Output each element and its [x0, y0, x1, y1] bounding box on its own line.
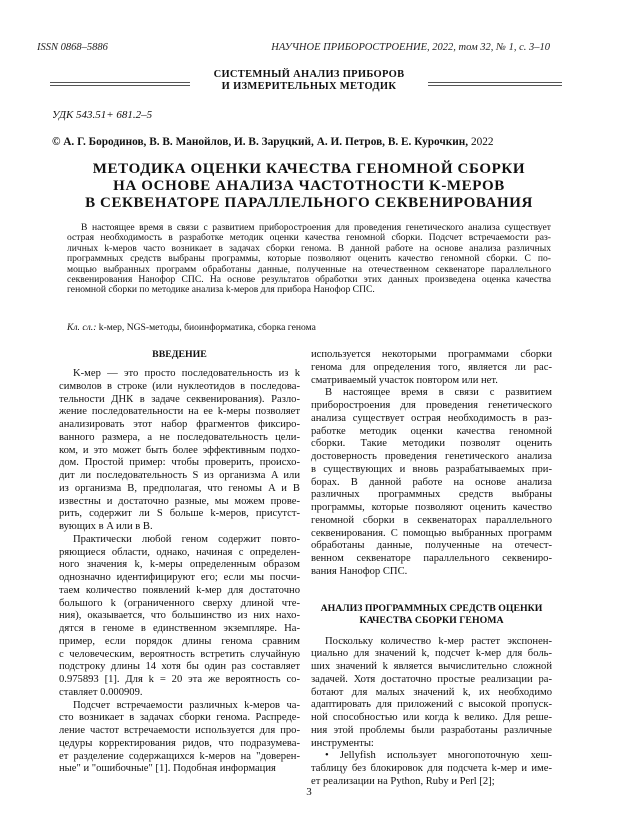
text-line: секвенирования. С помощью выбранных программ	[311, 527, 552, 539]
text-line: мощью выбранных программ обработаны данные, полученные на отечественном секвенаторе параллельного	[67, 264, 551, 275]
text-line: ет разделение содержащихся k-меров на "доверен-	[59, 750, 300, 762]
text-line: жение последовательности на ее k-меры позволяет	[59, 406, 300, 418]
text-line: генома для определения того, является ли рас-	[311, 361, 552, 373]
authors	[52, 136, 494, 148]
text-line: циально для значений k, подсчет k-мер для боль-	[311, 648, 552, 660]
text-line: пример, если порядок длины генома сравним	[59, 635, 300, 647]
text-line: из организма B, предполагая, что геномы A и B	[59, 482, 300, 494]
text-line: ботают для малых значений k, их необходимо	[311, 686, 552, 698]
text-line: используется некоторыми программами сборки	[311, 349, 552, 360]
text-line: сборки. Такие методики позволят оценить	[311, 438, 552, 450]
text-line: ния этой проблемы были разработаны различные	[311, 724, 552, 736]
text-line: ния), оказывается, что большинство из них нахо-	[59, 610, 300, 622]
text-line: острая необходимость в разработке методик оценки качества геномной сборки. Подсчет встречаемости раз-	[67, 233, 551, 244]
text-line: сматриваемый участок повтором или нет.	[311, 374, 498, 386]
text-line: обработаны данные, полученные на отечест-	[311, 540, 552, 552]
heading-line: АНАЛИЗ ПРОГРАММНЫХ СРЕДСТВ ОЦЕНКИ	[320, 602, 543, 614]
text-line: Практически любой геном содержит повто-	[73, 533, 300, 545]
text-line: адаптировать для приложений с высокой пропуск-	[311, 699, 552, 711]
text-line: достоверность проведения генетического анализа	[311, 451, 552, 462]
text-line: тельности ДНК в задаче секвенирования). Разло-	[59, 393, 300, 405]
left-column	[59, 349, 300, 776]
year: 2022	[468, 136, 494, 148]
text-line: ших значений k является вычислительно сложной	[311, 661, 552, 672]
text-line: ной способностью или когда k велико. Для реше-	[311, 712, 552, 723]
text-line: сто возникает в задачах сборки генома. Распреде-	[59, 712, 300, 724]
heading-line: КАЧЕСТВА СБОРКИ ГЕНОМА	[359, 614, 504, 626]
right-column	[311, 349, 552, 789]
text-line: различных программных средств выбраны	[311, 489, 552, 501]
section-heading	[0, 69, 618, 93]
text-line: задачей. Хотя достаточно простые реализации ра-	[311, 673, 552, 685]
text-line: ставляет 0.000909.	[59, 686, 143, 698]
keywords	[67, 322, 316, 333]
text-line: анализировать этот набор фрагментов фиксиро-	[59, 419, 300, 430]
text-line: секвенирования Нанофор СПС. На основе результатов обработки этих данных произведена оценка качества	[67, 275, 551, 286]
text-line: рить, содержит ли S больше k-меров, присутст-	[59, 508, 300, 520]
section-line: И ИЗМЕРИТЕЛЬНЫХ МЕТОДИК	[221, 81, 397, 92]
text-line: подстроку длины 14 хотя бы один раз составляет	[59, 661, 300, 673]
abstract	[67, 223, 551, 296]
paragraph	[59, 534, 300, 700]
text-line: Поскольку количество k-мер растет экспонен-	[325, 635, 552, 647]
text-line: личных k-меров часто возникает в задачах сборки генома. В данной работе на основе анализа различных	[67, 243, 551, 254]
text-line: вания Нанофор СПС.	[311, 565, 408, 577]
udk: УДК 543.51+ 681.2–5	[52, 109, 153, 121]
author-names: © А. Г. Бородинов, В. В. Манойлов, И. В. Заруцкий, А. И. Петров, В. Е. Курочкин,	[52, 136, 469, 148]
section-heading-analysis	[311, 603, 552, 627]
text-line: борах. В данной работе на основе анализа	[311, 476, 552, 488]
text-line: ные" и "ошибочные" [1]. Подобная информация	[59, 763, 276, 775]
text-line: символов в строке (или нуклеотидов в последова-	[59, 380, 300, 392]
paragraph	[59, 368, 300, 534]
text-line: Подсчет встречаемости различных k-меров ча-	[73, 699, 300, 711]
title-line: МЕТОДИКА ОЦЕНКИ КАЧЕСТВА ГЕНОМНОЙ СБОРКИ	[92, 161, 526, 177]
text-line: таем количество появлений k-мер для достаточно	[59, 584, 300, 596]
text-line: ление частот встречаемости используется для про-	[59, 725, 300, 736]
text-line: инструменты:	[311, 737, 374, 749]
text-line: цедуры корректирования ри́дов, что подразумева-	[59, 737, 300, 749]
text-line: вующих в A или в B.	[59, 521, 153, 532]
page-number: 3	[306, 786, 312, 798]
text-line: программы, которые позволяют оценить качество	[311, 502, 552, 513]
text-line: дит ли последовательность S из организма A или	[59, 470, 300, 481]
section-line: СИСТЕМНЫЙ АНАЛИЗ ПРИБОРОВ	[213, 69, 405, 80]
text-line: ет реализации на Python, Ruby и Perl [2];	[311, 775, 495, 787]
text-line: ряющиеся области, однако, начиная с определен-	[59, 546, 300, 558]
title-line: В СЕКВЕНАТОРЕ ПАРАЛЛЕЛЬНОГО СЕКВЕНИРОВАНИЯ	[85, 195, 533, 211]
text-line: анализа существует острая необходимость в раз-	[311, 412, 552, 424]
text-line: с человеческим, вероятность встретить случайную	[59, 648, 300, 660]
text-line: работке методик оценки качества геномной	[311, 425, 552, 437]
keywords-text: k-мер, NGS-методы, биоинформатика, сборка генома	[96, 322, 316, 333]
text-line: таблицу без блокировок для подсчета k-мер и име-	[311, 763, 552, 774]
text-line: приборостроения для проведения генетического	[311, 400, 552, 411]
text-line: 0.975893 [1]. Для k = 20 эта же вероятность со-	[59, 674, 300, 685]
keywords-label: Кл. сл.:	[67, 322, 97, 333]
paragraph	[311, 387, 552, 578]
text-line: ного значения k, k-меры определенным образом	[59, 559, 300, 571]
text-line: известны и достаточно разные, мы можем прове-	[59, 495, 300, 507]
text-line: программных средств выбраны программы, которые позволяют оценить качество геномной сборки. С по-	[67, 254, 551, 265]
section-heading-intro: ВВЕДЕНИЕ	[152, 349, 207, 360]
text-line: ком, и это может быть более эффективным подхо-	[59, 444, 300, 456]
issn: ISSN 0868–5886	[37, 42, 108, 53]
paragraph	[311, 349, 552, 387]
text-line: геномной сборки по методике анализа k-меров для прибора Нанофор СПС.	[67, 285, 375, 296]
paragraph	[311, 636, 552, 751]
text-line: в существующих и вновь разрабатываемых при-	[311, 463, 552, 475]
paragraph	[311, 750, 552, 788]
title-line: НА ОСНОВЕ АНАЛИЗА ЧАСТОТНОСТИ K-МЕРОВ	[113, 178, 505, 194]
text-line: K-мер — это просто последовательность из k	[73, 368, 300, 379]
text-line: ванного размера, а не последовательность цели-	[59, 431, 300, 443]
text-line: венном секвенаторе параллельного секвениро-	[311, 553, 552, 564]
text-line: В настоящее время в связи с развитием приборостроения для проведения генетического анализа существует	[81, 223, 551, 233]
article-title	[0, 161, 618, 212]
journal-citation: НАУЧНОЕ ПРИБОРОСТРОЕНИЕ, 2022, том 32, № 1, c. 3–10	[271, 42, 550, 53]
paragraph	[59, 700, 300, 777]
text-line: геномной сборки в секвенаторах параллельного	[311, 514, 552, 526]
text-line: • Jellyfish использует многопоточную хеш-	[325, 750, 552, 762]
text-line: большого k (ограниченного сверху длиной чте-	[59, 597, 300, 609]
text-line: дом. Простой пример: чтобы проверить, происхо-	[59, 457, 300, 469]
text-line: В настоящее время в связи с развитием	[325, 387, 552, 399]
text-line: однозначно идентифицируют его; если мы посчи-	[59, 572, 300, 583]
text-line: дятся в геноме в единственном экземпляре. На-	[59, 623, 300, 634]
